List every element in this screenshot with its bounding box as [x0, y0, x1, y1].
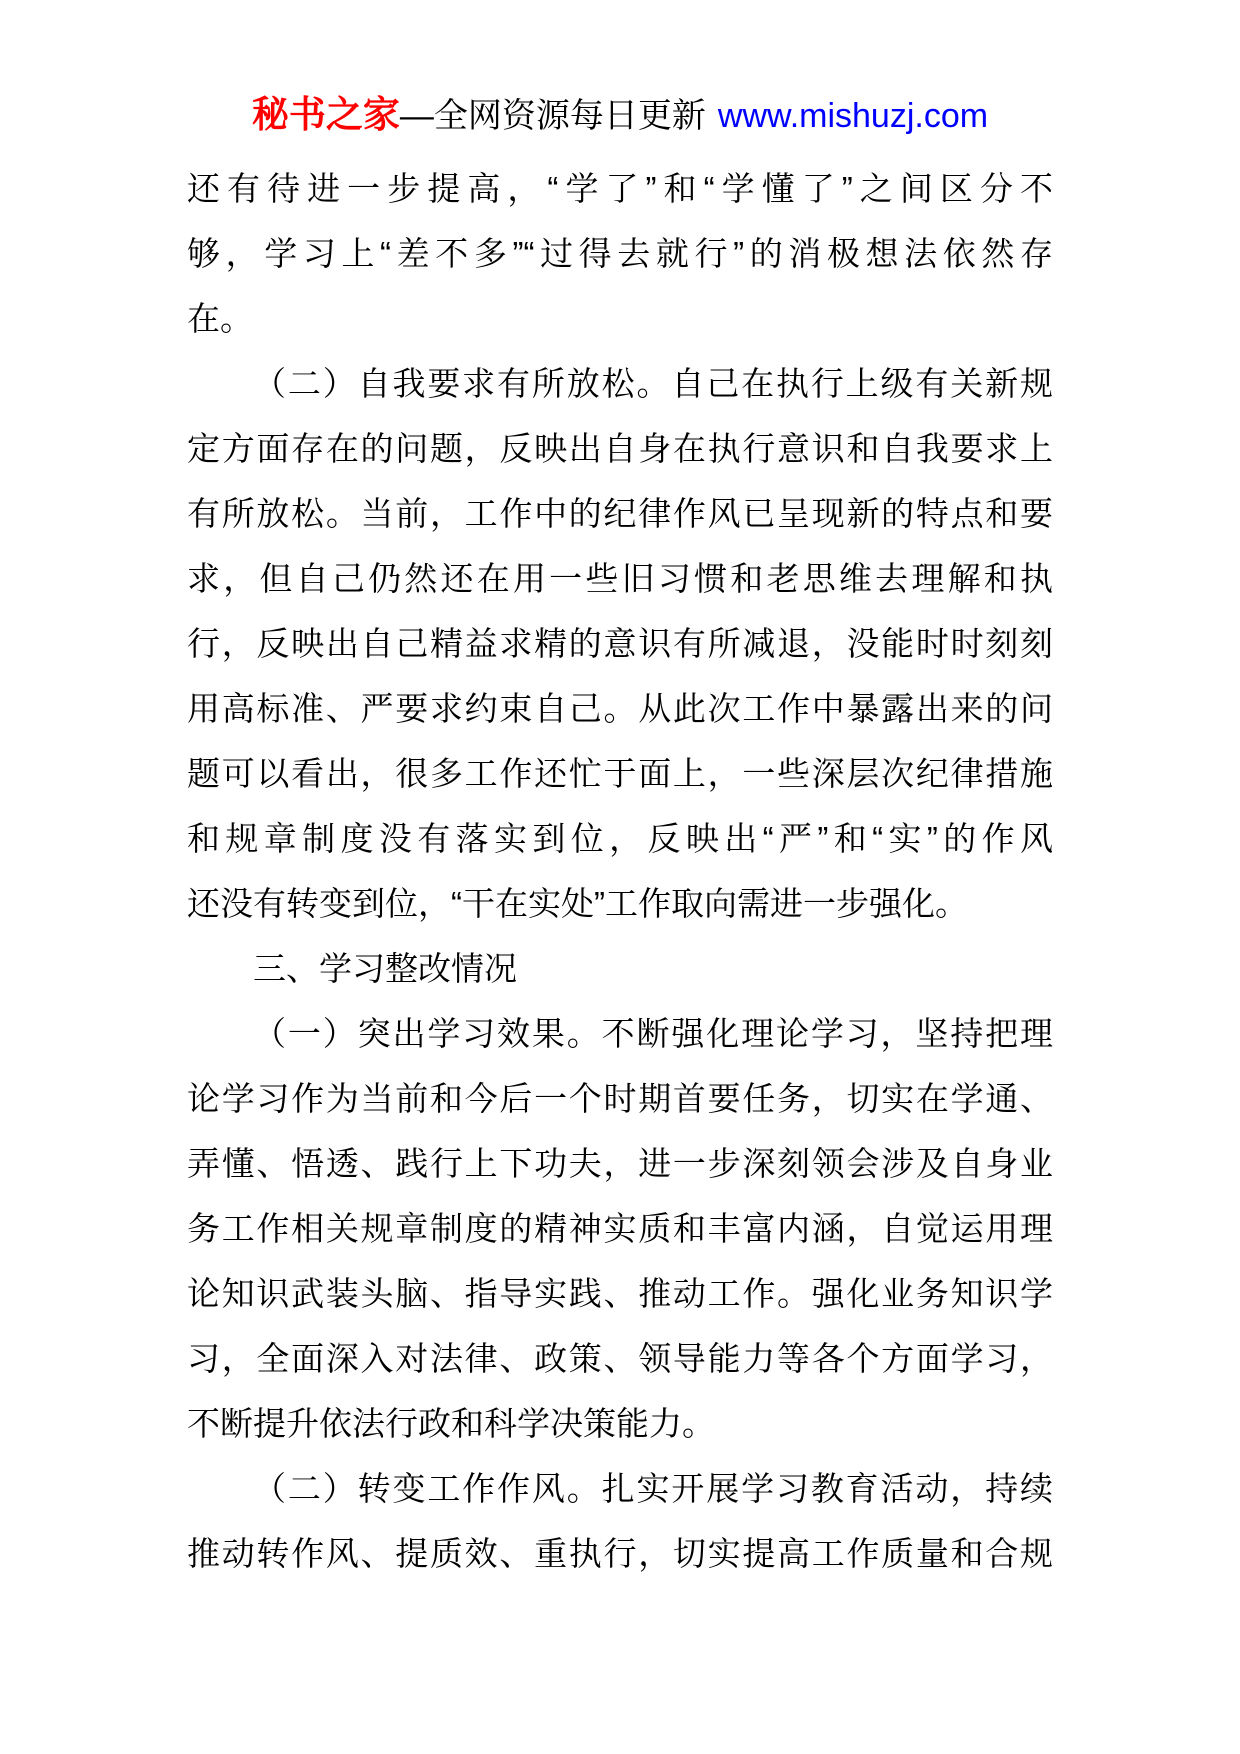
document-line: 三、学习整改情况 — [253, 950, 517, 987]
document-line: 论知识武装头脑、指导实践、推动工作。强化业务知识学 — [187, 1275, 1053, 1312]
paragraph — [187, 936, 1053, 1001]
document-line: 行，反映出自己精益求精的意识有所减退，没能时时刻刻 — [187, 625, 1053, 662]
document-line: 有所放松。当前，工作中的纪律作风已呈现新的特点和要 — [187, 495, 1053, 532]
site-tagline: —全网资源每日更新 — [399, 97, 706, 135]
document-line: 求，但自己仍然还在用一些旧习惯和老思维去理解和执 — [187, 560, 1053, 597]
paragraph — [187, 156, 1053, 351]
paragraph — [187, 351, 1053, 936]
document-line: 定方面存在的问题，反映出自身在执行意识和自我要求上 — [187, 430, 1053, 467]
paragraph — [187, 1456, 1053, 1586]
document-line: 在。 — [187, 300, 253, 337]
document-line: 还没有转变到位，“干在实处”工作取向需进一步强化。 — [187, 885, 968, 922]
site-url: www.mishuzj.com — [717, 97, 989, 135]
document-line: 不断提升依法行政和科学决策能力。 — [187, 1405, 715, 1442]
document-line: 用高标准、严要求约束自己。从此次工作中暴露出来的问 — [187, 690, 1053, 727]
document-body — [187, 156, 1053, 1586]
document-line: （二）转变工作作风。扎实开展学习教育活动，持续 — [253, 1470, 1053, 1507]
document-line: 和规章制度没有落实到位，反映出“严”和“实”的作风 — [187, 820, 1053, 857]
document-line: 弄懂、悟透、践行上下功夫，进一步深刻领会涉及自身业 — [187, 1145, 1053, 1182]
document-line: 推动转作风、提质效、重执行，切实提高工作质量和合规 — [187, 1535, 1053, 1572]
document-line: 够，学习上“差不多”“过得去就行”的消极想法依然存 — [187, 235, 1053, 272]
site-header — [0, 92, 1240, 139]
site-name: 秘书之家 — [251, 94, 400, 135]
document-line: 务工作相关规章制度的精神实质和丰富内涵，自觉运用理 — [187, 1210, 1053, 1247]
document-line: 习，全面深入对法律、政策、领导能力等各个方面学习， — [187, 1340, 1053, 1377]
document-line: 还有待进一步提高，“学了”和“学懂了”之间区分不 — [187, 170, 1053, 207]
document-line: 题可以看出，很多工作还忙于面上，一些深层次纪律措施 — [187, 755, 1053, 792]
document-line: 论学习作为当前和今后一个时期首要任务，切实在学通、 — [187, 1080, 1053, 1117]
document-line: （一）突出学习效果。不断强化理论学习，坚持把理 — [253, 1015, 1053, 1052]
paragraph — [187, 1001, 1053, 1456]
document-line: （二）自我要求有所放松。自己在执行上级有关新规 — [253, 365, 1053, 402]
